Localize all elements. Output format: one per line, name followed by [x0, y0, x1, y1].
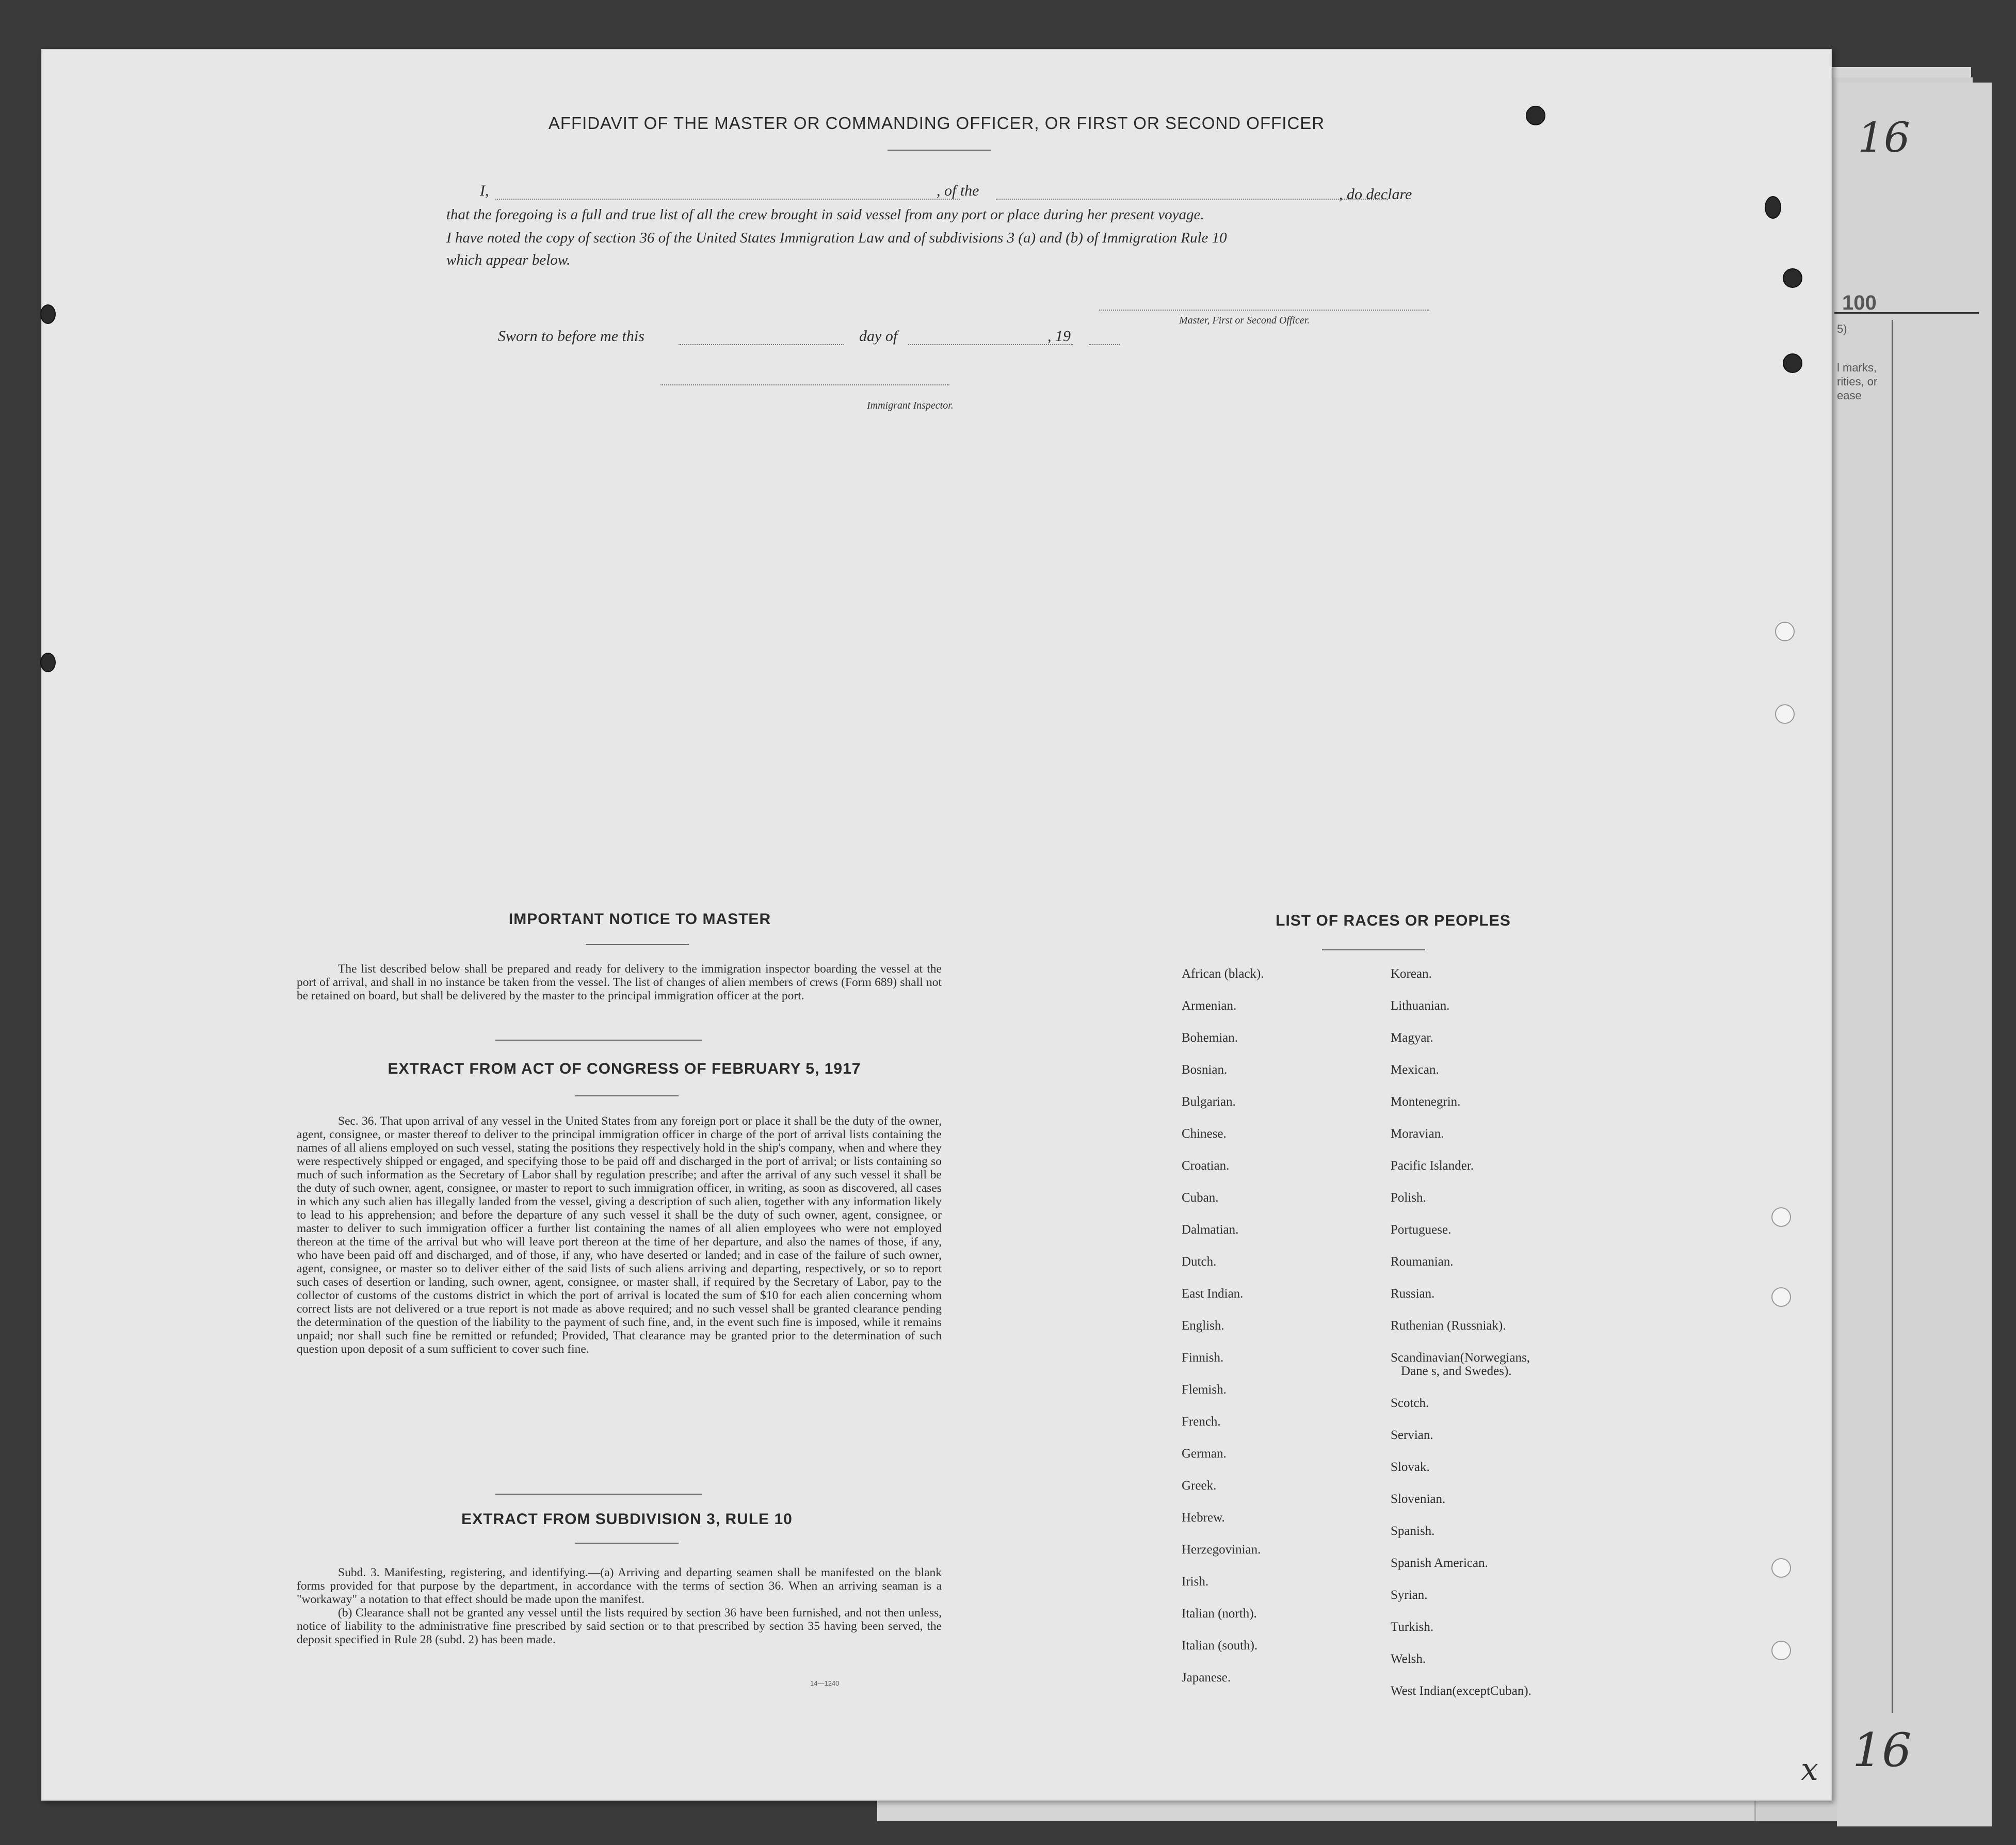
- act-text: Sec. 36. That upon arrival of any vessel in the United States from any foreign port or place it shall be the duty of the owner, agent, consignee, or master thereof to deliver to the principal immigration officer in charge of the port of arrival lists containing the names of all aliens employed on such vessel, stating the positions they respectively hold in the ship's company, when and where they were respectively shipped or engaged, and specifying those to be paid off and discharged in the port of arrival; or lists containing so much of such information as the Secretary of Labor shall by regulation prescribe; and after the arrival of any such vessel it shall be the duty of such owner, agent, consignee, or master to report to such immigration officer, in writing, as soon as discovered, all cases in which any such alien has illegally landed from the vessel, giving a description of such alien, together with any information likely to lead to his apprehension; and before the departure of any such vessel it shall be the duty of such owner, agent, consignee, or master to deliver to such immigration officer a further list containing the names of all alien employees who were not employed thereon at the time of the arrival but who will leave port thereon at the time of her departure, and also the names of those, if any, who have been paid off and discharged, and of those, if any, who have deserted or landed; and in case of the failure of such owner, agent, consignee, or master so to deliver either of the said lists of such aliens arriving and departing, respectively, or so to report such cases of desertion or landing, such owner, agent, consignee, or master shall, if required by the Secretary of Labor, pay to the collector of customs of the customs district in which the port of arrival is located the sum of $10 for each alien concerning whom correct lists are not delivered or a true report is not made as above required; and no such vessel shall be granted clearance pending the determination of the question of the liability to the payment of such fine, and, in the event such fine is imposed, while it remains unpaid; nor shall such fine be remitted or refunded; Provided, That clearance may be granted prior to the determination of such question upon deposit of a sum sufficient to cover such fine.: [297, 1114, 942, 1356]
- race-item: African (black).: [1182, 967, 1264, 981]
- under-rule: [1834, 312, 1979, 314]
- punch-hole: [1775, 704, 1795, 724]
- affidavit-title: AFFIDAVIT OF THE MASTER OR COMMANDING OFFICER, OR FIRST OR SECOND OFFICER: [548, 114, 1325, 133]
- punch-hole: [1775, 622, 1795, 641]
- race-item: Hebrew.: [1182, 1511, 1225, 1525]
- form-number: 14—1240: [810, 1679, 840, 1687]
- master-caption: Master, First or Second Officer.: [1179, 315, 1310, 326]
- under-header: 100: [1842, 292, 1877, 314]
- rule-heading: EXTRACT FROM SUBDIVISION 3, RULE 10: [461, 1511, 793, 1528]
- year-blank: [1089, 344, 1120, 345]
- race-item: West Indian(exceptCuban).: [1391, 1684, 1531, 1698]
- affidavit-declare: , do declare: [1339, 186, 1412, 203]
- race-item: Japanese.: [1182, 1671, 1231, 1685]
- race-item: English.: [1182, 1319, 1224, 1333]
- punch-hole: [1771, 1558, 1791, 1578]
- race-item: Lithuanian.: [1391, 999, 1450, 1013]
- race-item: Croatian.: [1182, 1159, 1230, 1173]
- punch-hole: [1771, 1287, 1791, 1307]
- punch-hole: [1771, 1641, 1791, 1660]
- under-note-1: 5): [1837, 322, 1847, 335]
- race-item: Roumanian.: [1391, 1255, 1454, 1269]
- inspector-signature-blank: [660, 384, 949, 385]
- race-item: Russian.: [1391, 1287, 1435, 1301]
- title-underline: [888, 150, 991, 151]
- x-mark: x: [1801, 1752, 1818, 1788]
- race-item: Bohemian.: [1182, 1031, 1238, 1045]
- race-item: Finnish.: [1182, 1351, 1224, 1365]
- race-item: Dutch.: [1182, 1255, 1217, 1269]
- punch-hole: [1783, 268, 1802, 288]
- background-sheet-far-right: [1837, 83, 1992, 1826]
- affidavit-line2: that the foregoing is a full and true list of all the crew brought in said vessel from any port or place during her present voyage.: [446, 206, 1204, 223]
- races-underline: [1322, 949, 1425, 950]
- race-item: Polish.: [1391, 1191, 1426, 1205]
- race-item: Slovenian.: [1391, 1492, 1446, 1506]
- master-signature-blank: [1099, 310, 1429, 311]
- under-note-3: rities, or: [1837, 375, 1878, 388]
- day-blank: [679, 344, 844, 345]
- race-item: Bosnian.: [1182, 1063, 1228, 1077]
- notice-underline: [586, 944, 689, 945]
- race-item: Syrian.: [1391, 1588, 1428, 1602]
- act-separator: [495, 1494, 702, 1495]
- race-item: Spanish American.: [1391, 1556, 1488, 1570]
- affidavit-line4: which appear below.: [446, 252, 571, 268]
- race-item: Pacific Islander.: [1391, 1159, 1474, 1173]
- race-item: Turkish.: [1391, 1620, 1434, 1634]
- race-item: Dane s, and Swedes).: [1401, 1364, 1512, 1378]
- race-item: Magyar.: [1391, 1031, 1433, 1045]
- affidavit-line3: I have noted the copy of section 36 of the United States Immigration Law and of subdivisions 3 (a) and (b) of Immigration Rule 10: [446, 230, 1227, 246]
- race-item: Bulgarian.: [1182, 1095, 1236, 1109]
- vessel-blank: [996, 199, 1388, 200]
- name-blank: [495, 199, 960, 200]
- act-underline: [575, 1095, 679, 1096]
- race-item: Chinese.: [1182, 1127, 1227, 1141]
- race-item: Servian.: [1391, 1428, 1433, 1442]
- race-item: Armenian.: [1182, 999, 1237, 1013]
- race-item: Flemish.: [1182, 1383, 1227, 1397]
- race-item: Scotch.: [1391, 1396, 1429, 1410]
- race-item: Mexican.: [1391, 1063, 1439, 1077]
- race-item: French.: [1182, 1415, 1221, 1429]
- race-item: Welsh.: [1391, 1652, 1426, 1666]
- rule-underline: [575, 1543, 679, 1544]
- race-item: Spanish.: [1391, 1524, 1435, 1538]
- punch-hole: [1771, 1207, 1791, 1227]
- affidavit-i: I,: [480, 182, 489, 199]
- rule-text: [297, 1566, 942, 1646]
- punch-hole: [1526, 106, 1545, 125]
- notice-separator: [495, 1040, 702, 1041]
- race-item: Portuguese.: [1391, 1223, 1451, 1237]
- races-left-column: [1182, 967, 1378, 1741]
- race-item: Montenegrin.: [1391, 1095, 1461, 1109]
- race-item: Cuban.: [1182, 1191, 1219, 1205]
- notice-heading: IMPORTANT NOTICE TO MASTER: [508, 911, 771, 928]
- race-item: Greek.: [1182, 1479, 1217, 1493]
- act-heading: EXTRACT FROM ACT OF CONGRESS OF FEBRUARY 5, 1917: [388, 1060, 861, 1077]
- race-item: Italian (south).: [1182, 1639, 1258, 1653]
- document-page: [41, 49, 1832, 1801]
- races-right-column: [1391, 967, 1607, 1741]
- race-item: Korean.: [1391, 967, 1432, 981]
- race-item: Italian (north).: [1182, 1607, 1257, 1621]
- under-note-4: ease: [1837, 389, 1862, 402]
- race-item: Slovak.: [1391, 1460, 1430, 1474]
- races-heading: LIST OF RACES OR PEOPLES: [1276, 912, 1511, 929]
- rule-text-a: Subd. 3. Manifesting, registering, and identifying.—(a) Arriving and departing seamen shall be manifested on the blank forms provided for that purpose by the department, in accordance with the terms of section 36. When an arriving seaman is a "workaway" a notation to that effect should be made upon the manifest.: [297, 1566, 942, 1606]
- race-item: Scandinavian(Norwegians,: [1391, 1351, 1530, 1365]
- inspector-caption: Immigrant Inspector.: [867, 400, 954, 411]
- under-column-line: [1892, 320, 1893, 1713]
- affidavit-of-the: , of the: [937, 182, 979, 199]
- punch-hole-left: [40, 653, 56, 672]
- race-item: Moravian.: [1391, 1127, 1444, 1141]
- rule-text-b: (b) Clearance shall not be granted any vessel until the lists required by section 36 have been furnished, and not then unless, notice of liability to the administrative fine prescribed by said section or to that prescribed by section 35 having been served, the deposit specified in Rule 28 (subd. 2) has been made.: [297, 1606, 942, 1646]
- page-number-bottom: 16: [1852, 1723, 1912, 1777]
- race-item: Herzegovinian.: [1182, 1543, 1261, 1557]
- day-of-text: day of: [859, 328, 898, 345]
- notice-text: The list described below shall be prepared and ready for delivery to the immigration inspector boarding the vessel at the port of arrival, and shall in no instance be taken from the vessel. The list of changes of alien members of crews (Form 689) shall not be retained on board, but shall be delivered by the master to the principal immigration officer at the port.: [297, 962, 942, 1002]
- punch-hole: [1765, 196, 1781, 219]
- under-note-2: l marks,: [1837, 361, 1877, 374]
- race-item: Dalmatian.: [1182, 1223, 1239, 1237]
- race-item: Ruthenian (Russniak).: [1391, 1319, 1506, 1333]
- punch-hole-left: [40, 304, 56, 324]
- punch-hole: [1783, 353, 1802, 373]
- race-item: Irish.: [1182, 1575, 1209, 1589]
- sworn-text: Sworn to before me this: [498, 328, 644, 345]
- race-item: German.: [1182, 1447, 1227, 1461]
- page-number-top: 16: [1858, 114, 1910, 161]
- year-text: , 19: [1047, 328, 1071, 345]
- race-item: East Indian.: [1182, 1287, 1244, 1301]
